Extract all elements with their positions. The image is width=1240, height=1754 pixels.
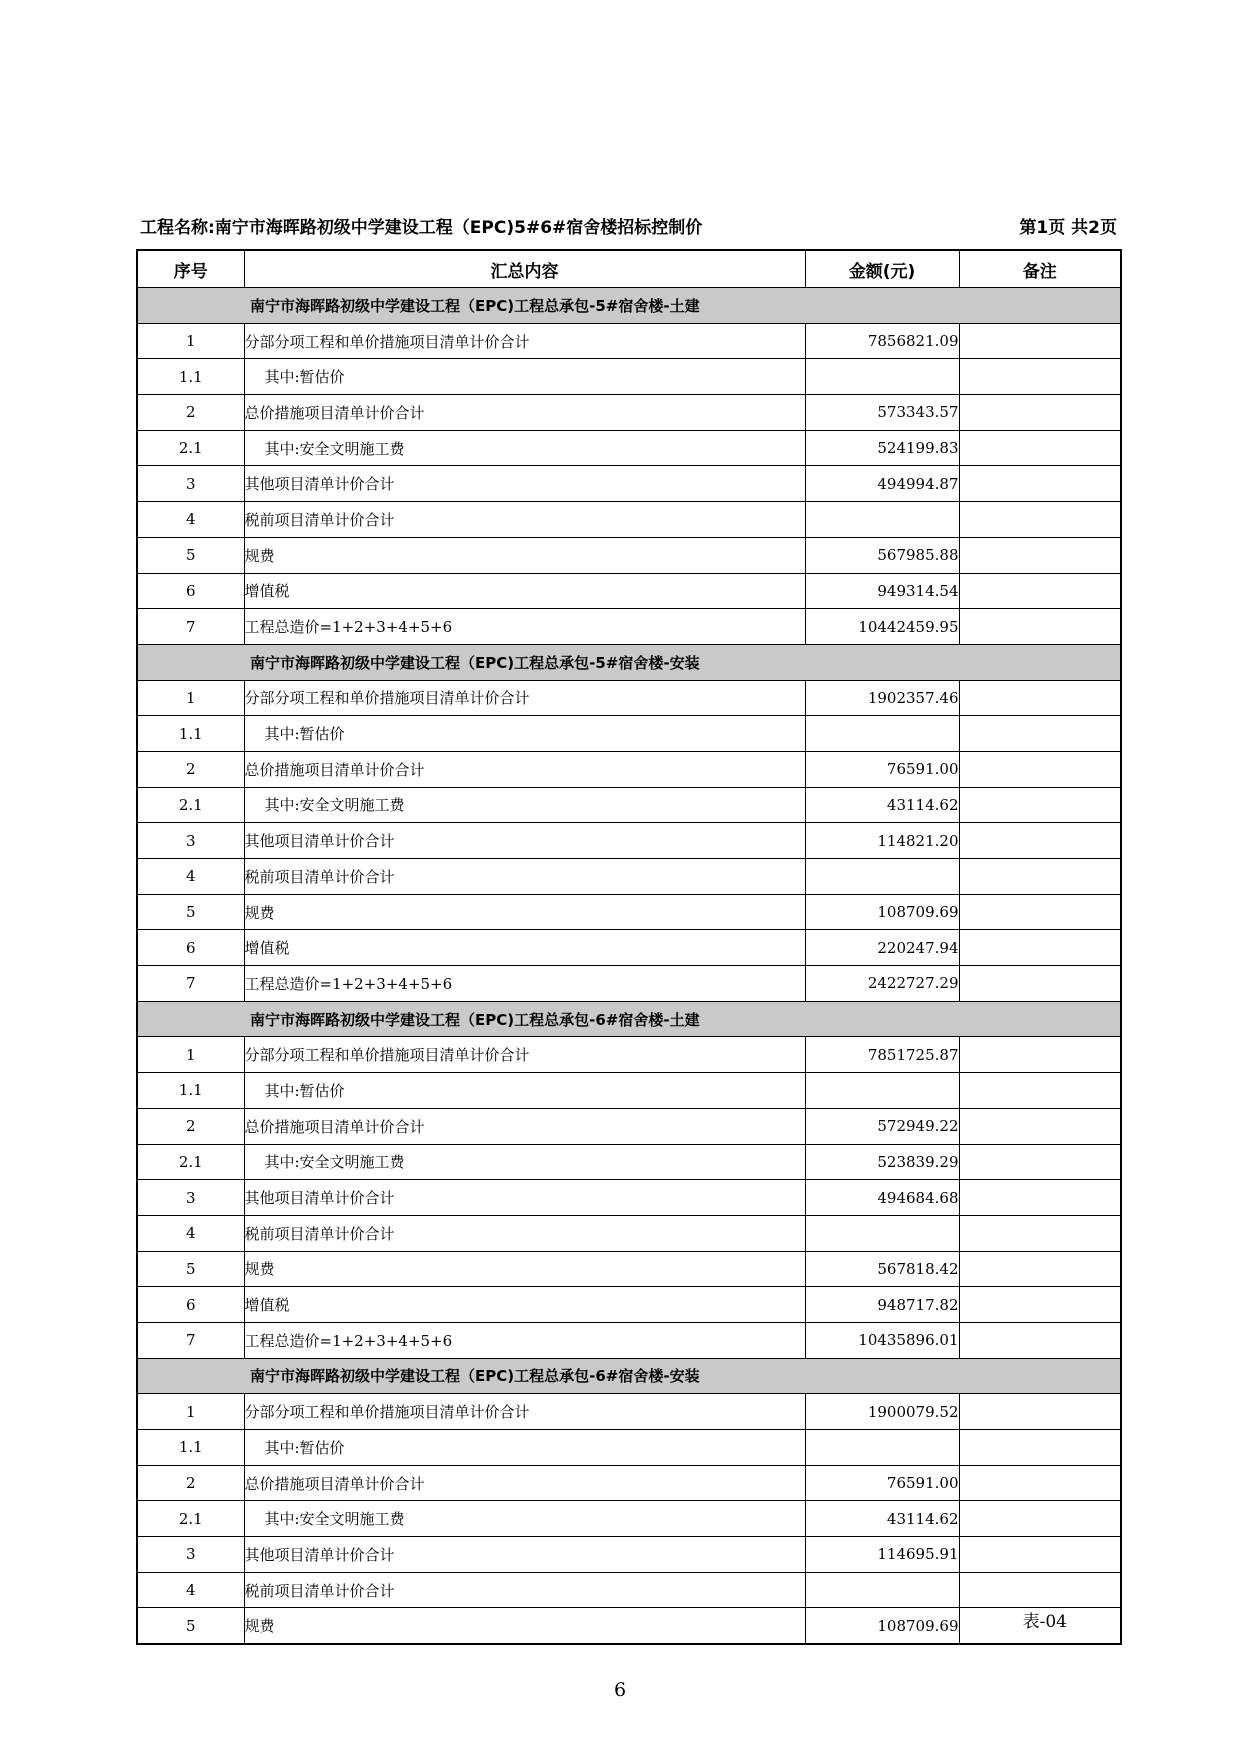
- row-content: 税前项目清单计价合计: [244, 1215, 805, 1251]
- section-header-row: [137, 1358, 1121, 1394]
- table-row: [137, 1108, 1121, 1144]
- row-amount: 949314.54: [805, 573, 959, 609]
- row-remark: [959, 1537, 1121, 1573]
- row-content: 分部分项工程和单价措施项目清单计价合计: [244, 323, 805, 359]
- row-content: 工程总造价=1+2+3+4+5+6: [244, 966, 805, 1002]
- row-content: 其他项目清单计价合计: [244, 1537, 805, 1573]
- section-title: 南宁市海晖路初级中学建设工程（EPC)工程总承包-6#宿舍楼-土建: [137, 1001, 1121, 1037]
- row-amount: 948717.82: [805, 1287, 959, 1323]
- row-number: 4: [137, 859, 244, 895]
- row-content: 规费: [244, 537, 805, 573]
- row-remark: [959, 1180, 1121, 1216]
- table-row: [137, 823, 1121, 859]
- row-content: 其中:暂估价: [244, 359, 805, 395]
- row-number: 1.1: [137, 359, 244, 395]
- table-row: [137, 573, 1121, 609]
- row-number: 1.1: [137, 716, 244, 752]
- table-row: [137, 751, 1121, 787]
- row-remark: [959, 395, 1121, 431]
- row-remark: [959, 1037, 1121, 1073]
- row-content: 总价措施项目清单计价合计: [244, 395, 805, 431]
- row-remark: [959, 1394, 1121, 1430]
- row-number: 4: [137, 502, 244, 538]
- row-content: 增值税: [244, 573, 805, 609]
- row-content: 税前项目清单计价合计: [244, 1572, 805, 1608]
- table-row: [137, 430, 1121, 466]
- row-remark: [959, 966, 1121, 1002]
- row-remark: [959, 1501, 1121, 1537]
- row-number: 1: [137, 323, 244, 359]
- row-content: 规费: [244, 1608, 805, 1644]
- table-row: [137, 1501, 1121, 1537]
- row-number: 7: [137, 609, 244, 645]
- row-content: 其他项目清单计价合计: [244, 823, 805, 859]
- row-amount: 567818.42: [805, 1251, 959, 1287]
- row-amount: 494684.68: [805, 1180, 959, 1216]
- row-remark: [959, 1287, 1121, 1323]
- table-row: [137, 1394, 1121, 1430]
- row-remark: [959, 573, 1121, 609]
- section-title: 南宁市海晖路初级中学建设工程（EPC)工程总承包-5#宿舍楼-土建: [137, 288, 1121, 324]
- row-number: 3: [137, 466, 244, 502]
- row-amount: 108709.69: [805, 1608, 959, 1644]
- row-amount: 10442459.95: [805, 609, 959, 645]
- row-content: 其中:暂估价: [244, 716, 805, 752]
- row-remark: [959, 930, 1121, 966]
- table-row: [137, 680, 1121, 716]
- cost-summary-table: [136, 249, 1122, 1645]
- row-remark: [959, 680, 1121, 716]
- table-row: [137, 1322, 1121, 1358]
- row-amount: 220247.94: [805, 930, 959, 966]
- row-amount: [805, 1073, 959, 1109]
- row-remark: [959, 787, 1121, 823]
- row-content: 其中:安全文明施工费: [244, 1501, 805, 1537]
- column-header-number: 序号: [137, 250, 244, 288]
- row-number: 2: [137, 1465, 244, 1501]
- row-number: 3: [137, 1180, 244, 1216]
- row-content: 工程总造价=1+2+3+4+5+6: [244, 609, 805, 645]
- row-remark: [959, 859, 1121, 895]
- column-header-remark: 备注: [959, 250, 1121, 288]
- row-amount: [805, 359, 959, 395]
- row-remark: [959, 1322, 1121, 1358]
- table-row: [137, 894, 1121, 930]
- row-number: 2.1: [137, 1144, 244, 1180]
- table-row: [137, 1073, 1121, 1109]
- table-row: [137, 1430, 1121, 1466]
- column-header-amount: 金额(元): [805, 250, 959, 288]
- row-number: 2.1: [137, 787, 244, 823]
- row-amount: 43114.62: [805, 1501, 959, 1537]
- row-remark: [959, 1251, 1121, 1287]
- table-row: [137, 1215, 1121, 1251]
- row-number: 1: [137, 1037, 244, 1073]
- row-number: 6: [137, 930, 244, 966]
- row-amount: 1900079.52: [805, 1394, 959, 1430]
- row-amount: 114821.20: [805, 823, 959, 859]
- row-remark: [959, 359, 1121, 395]
- row-amount: 567985.88: [805, 537, 959, 573]
- row-remark: [959, 1465, 1121, 1501]
- table-row: [137, 787, 1121, 823]
- row-number: 2: [137, 751, 244, 787]
- row-remark: [959, 1144, 1121, 1180]
- row-content: 其他项目清单计价合计: [244, 466, 805, 502]
- table-row: [137, 1287, 1121, 1323]
- table-row: [137, 323, 1121, 359]
- page-number: 6: [613, 1679, 627, 1701]
- column-header-content: 汇总内容: [244, 250, 805, 288]
- table-row: [137, 1537, 1121, 1573]
- row-amount: [805, 1572, 959, 1608]
- row-remark: [959, 1572, 1121, 1608]
- row-number: 2: [137, 1108, 244, 1144]
- section-title: 南宁市海晖路初级中学建设工程（EPC)工程总承包-5#宿舍楼-安装: [137, 644, 1121, 680]
- row-remark: [959, 716, 1121, 752]
- row-amount: 76591.00: [805, 1465, 959, 1501]
- row-amount: 10435896.01: [805, 1322, 959, 1358]
- row-amount: 572949.22: [805, 1108, 959, 1144]
- row-amount: 494994.87: [805, 466, 959, 502]
- table-row: [137, 1572, 1121, 1608]
- row-remark: [959, 823, 1121, 859]
- row-amount: 76591.00: [805, 751, 959, 787]
- table-row: [137, 966, 1121, 1002]
- table-row: [137, 1180, 1121, 1216]
- table-header-row: [137, 250, 1121, 288]
- form-code: 表-04: [1022, 1612, 1067, 1632]
- row-amount: 7856821.09: [805, 323, 959, 359]
- table-row: [137, 1251, 1121, 1287]
- row-content: 分部分项工程和单价措施项目清单计价合计: [244, 1394, 805, 1430]
- table-row: [137, 359, 1121, 395]
- row-remark: [959, 466, 1121, 502]
- row-number: 2.1: [137, 1501, 244, 1537]
- section-title: 南宁市海晖路初级中学建设工程（EPC)工程总承包-6#宿舍楼-安装: [137, 1358, 1121, 1394]
- row-number: 5: [137, 1251, 244, 1287]
- table-row: [137, 395, 1121, 431]
- row-number: 2: [137, 395, 244, 431]
- row-number: 7: [137, 1322, 244, 1358]
- row-number: 2.1: [137, 430, 244, 466]
- row-remark: [959, 537, 1121, 573]
- row-remark: [959, 609, 1121, 645]
- row-number: 5: [137, 894, 244, 930]
- row-content: 其中:暂估价: [244, 1430, 805, 1466]
- row-number: 6: [137, 1287, 244, 1323]
- table-row: [137, 930, 1121, 966]
- row-remark: [959, 751, 1121, 787]
- row-remark: [959, 1430, 1121, 1466]
- table-row: [137, 859, 1121, 895]
- row-remark: [959, 430, 1121, 466]
- row-content: 其中:安全文明施工费: [244, 1144, 805, 1180]
- row-content: 总价措施项目清单计价合计: [244, 1465, 805, 1501]
- row-amount: [805, 716, 959, 752]
- row-content: 规费: [244, 894, 805, 930]
- row-amount: 1902357.46: [805, 680, 959, 716]
- row-content: 总价措施项目清单计价合计: [244, 1108, 805, 1144]
- table-row: [137, 1465, 1121, 1501]
- row-remark: [959, 323, 1121, 359]
- table-row: [137, 1037, 1121, 1073]
- row-amount: [805, 859, 959, 895]
- table-row: [137, 502, 1121, 538]
- row-number: 5: [137, 1608, 244, 1644]
- row-amount: 524199.83: [805, 430, 959, 466]
- row-remark: [959, 502, 1121, 538]
- row-content: 其他项目清单计价合计: [244, 1180, 805, 1216]
- table-row: [137, 537, 1121, 573]
- table-row: [137, 1608, 1121, 1644]
- row-number: 4: [137, 1572, 244, 1608]
- row-amount: 573343.57: [805, 395, 959, 431]
- row-amount: 114695.91: [805, 1537, 959, 1573]
- row-number: 1: [137, 680, 244, 716]
- row-number: 3: [137, 1537, 244, 1573]
- row-amount: 7851725.87: [805, 1037, 959, 1073]
- row-content: 工程总造价=1+2+3+4+5+6: [244, 1322, 805, 1358]
- row-content: 税前项目清单计价合计: [244, 859, 805, 895]
- row-number: 4: [137, 1215, 244, 1251]
- row-content: 规费: [244, 1251, 805, 1287]
- row-content: 分部分项工程和单价措施项目清单计价合计: [244, 680, 805, 716]
- row-amount: [805, 502, 959, 538]
- row-remark: [959, 1108, 1121, 1144]
- section-header-row: [137, 288, 1121, 324]
- row-content: 税前项目清单计价合计: [244, 502, 805, 538]
- row-number: 5: [137, 537, 244, 573]
- table-row: [137, 609, 1121, 645]
- row-content: 其中:安全文明施工费: [244, 430, 805, 466]
- row-content: 增值税: [244, 930, 805, 966]
- row-amount: 108709.69: [805, 894, 959, 930]
- row-content: 分部分项工程和单价措施项目清单计价合计: [244, 1037, 805, 1073]
- row-amount: [805, 1215, 959, 1251]
- project-title: 工程名称:南宁市海晖路初级中学建设工程（EPC)5#6#宿舍楼招标控制价: [140, 218, 703, 238]
- row-content: 增值税: [244, 1287, 805, 1323]
- row-number: 1: [137, 1394, 244, 1430]
- row-content: 其中:安全文明施工费: [244, 787, 805, 823]
- table-row: [137, 1144, 1121, 1180]
- row-number: 6: [137, 573, 244, 609]
- row-amount: 43114.62: [805, 787, 959, 823]
- row-content: 总价措施项目清单计价合计: [244, 751, 805, 787]
- row-number: 1.1: [137, 1430, 244, 1466]
- row-remark: [959, 1073, 1121, 1109]
- table-row: [137, 466, 1121, 502]
- row-remark: [959, 894, 1121, 930]
- row-number: 3: [137, 823, 244, 859]
- row-remark: [959, 1215, 1121, 1251]
- row-number: 7: [137, 966, 244, 1002]
- row-amount: 2422727.29: [805, 966, 959, 1002]
- section-header-row: [137, 1001, 1121, 1037]
- row-amount: 523839.29: [805, 1144, 959, 1180]
- row-number: 1.1: [137, 1073, 244, 1109]
- section-header-row: [137, 644, 1121, 680]
- row-amount: [805, 1430, 959, 1466]
- row-content: 其中:暂估价: [244, 1073, 805, 1109]
- table-row: [137, 716, 1121, 752]
- page-info: 第1页 共2页: [1019, 218, 1117, 238]
